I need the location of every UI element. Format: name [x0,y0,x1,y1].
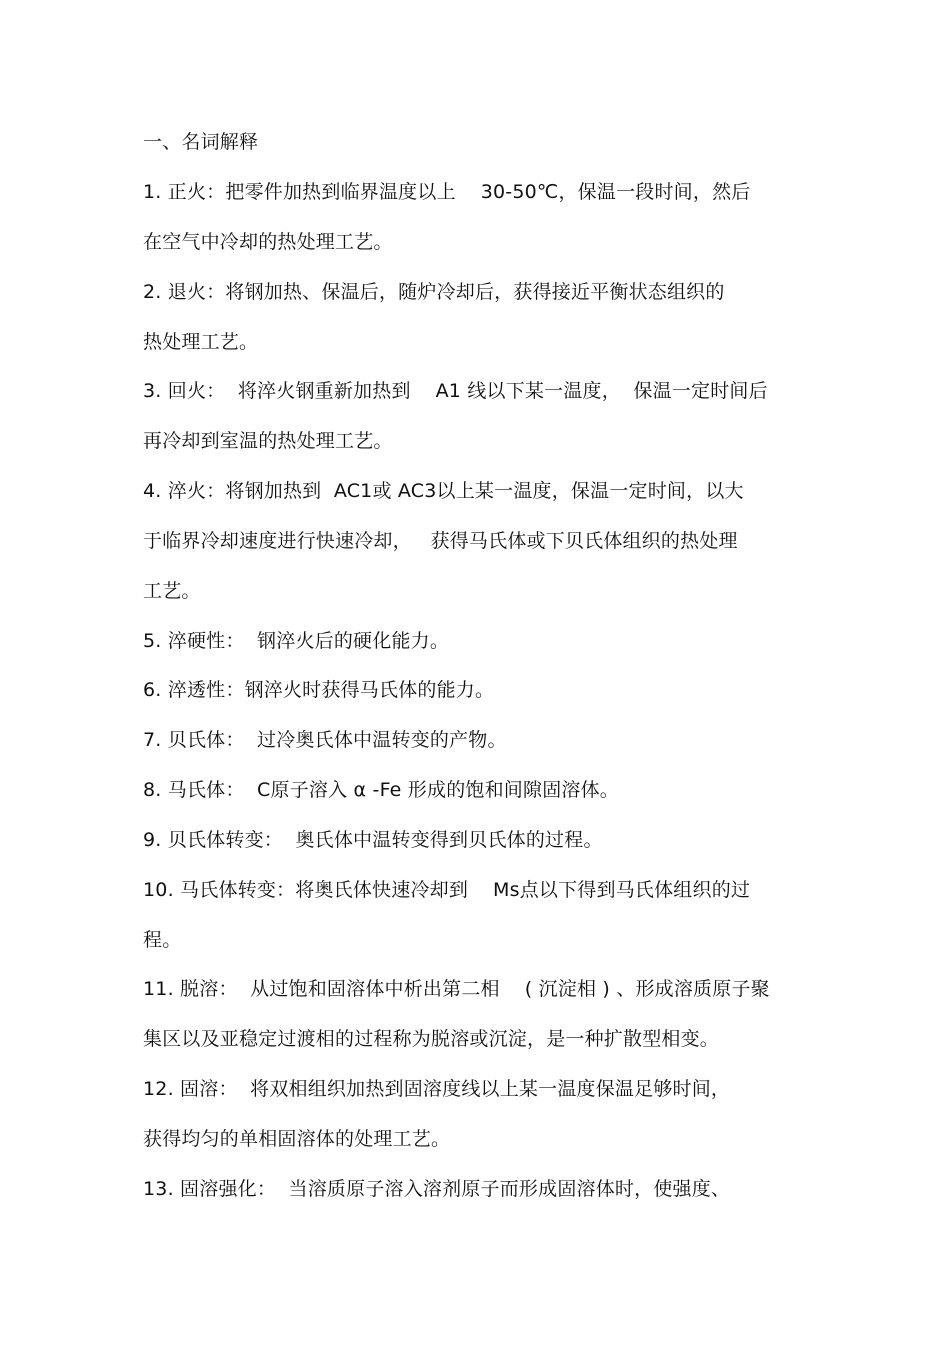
text-line: 于临界冷却速度进行快速冷却， 获得马氏体或下贝氏体组织的热处理 [143,530,738,552]
text-line: 3. 回火： 将淬火钢重新加热到 A1 线以下某一温度， 保温一定时间后 [143,380,768,402]
text-line: 工艺。 [143,580,201,602]
text-line: 7. 贝氏体： 过冷奥氏体中温转变的产物。 [143,729,507,751]
text-line: 12. 固溶： 将双相组织加热到固溶度线以上某一温度保温足够时间， [143,1078,731,1100]
section-title: 一、名词解释 [143,131,259,153]
text-line: 10. 马氏体转变：将奥氏体快速冷却到 Ms点以下得到马氏体组织的过 [143,879,751,901]
text-line: 程。 [143,929,182,951]
text-line: 集区以及亚稳定过渡相的过程称为脱溶或沉淀，是一种扩散型相变。 [143,1028,720,1050]
text-line: 11. 脱溶： 从过饱和固溶体中析出第二相 ( 沉淀相 ) 、形成溶质原子聚 [143,978,770,1000]
text-line: 热处理工艺。 [143,331,259,353]
text-line: 再冷却到室温的热处理工艺。 [143,430,393,452]
text-line: 9. 贝氏体转变： 奥氏体中温转变得到贝氏体的过程。 [143,829,603,851]
text-line: 4. 淬火：将钢加热到 AC1或 AC3以上某一温度，保温一定时间，以大 [143,480,744,502]
text-line: 8. 马氏体： C原子溶入 α -Fe 形成的饱和间隙固溶体。 [143,779,619,801]
text-line: 在空气中冷却的热处理工艺。 [143,231,393,253]
text-line: 6. 淬透性：钢淬火时获得马氏体的能力。 [143,679,495,701]
text-line: 5. 淬硬性： 钢淬火后的硬化能力。 [143,630,450,652]
text-line: 1. 正火：把零件加热到临界温度以上 30-50℃，保温一段时间，然后 [143,181,751,203]
text-line: 13. 固溶强化： 当溶质原子溶入溶剂原子而形成固溶体时，使强度、 [143,1178,731,1200]
text-line: 2. 退火：将钢加热、保温后，随炉冷却后，获得接近平衡状态组织的 [143,281,725,303]
text-line: 获得均匀的单相固溶体的处理工艺。 [143,1128,451,1150]
